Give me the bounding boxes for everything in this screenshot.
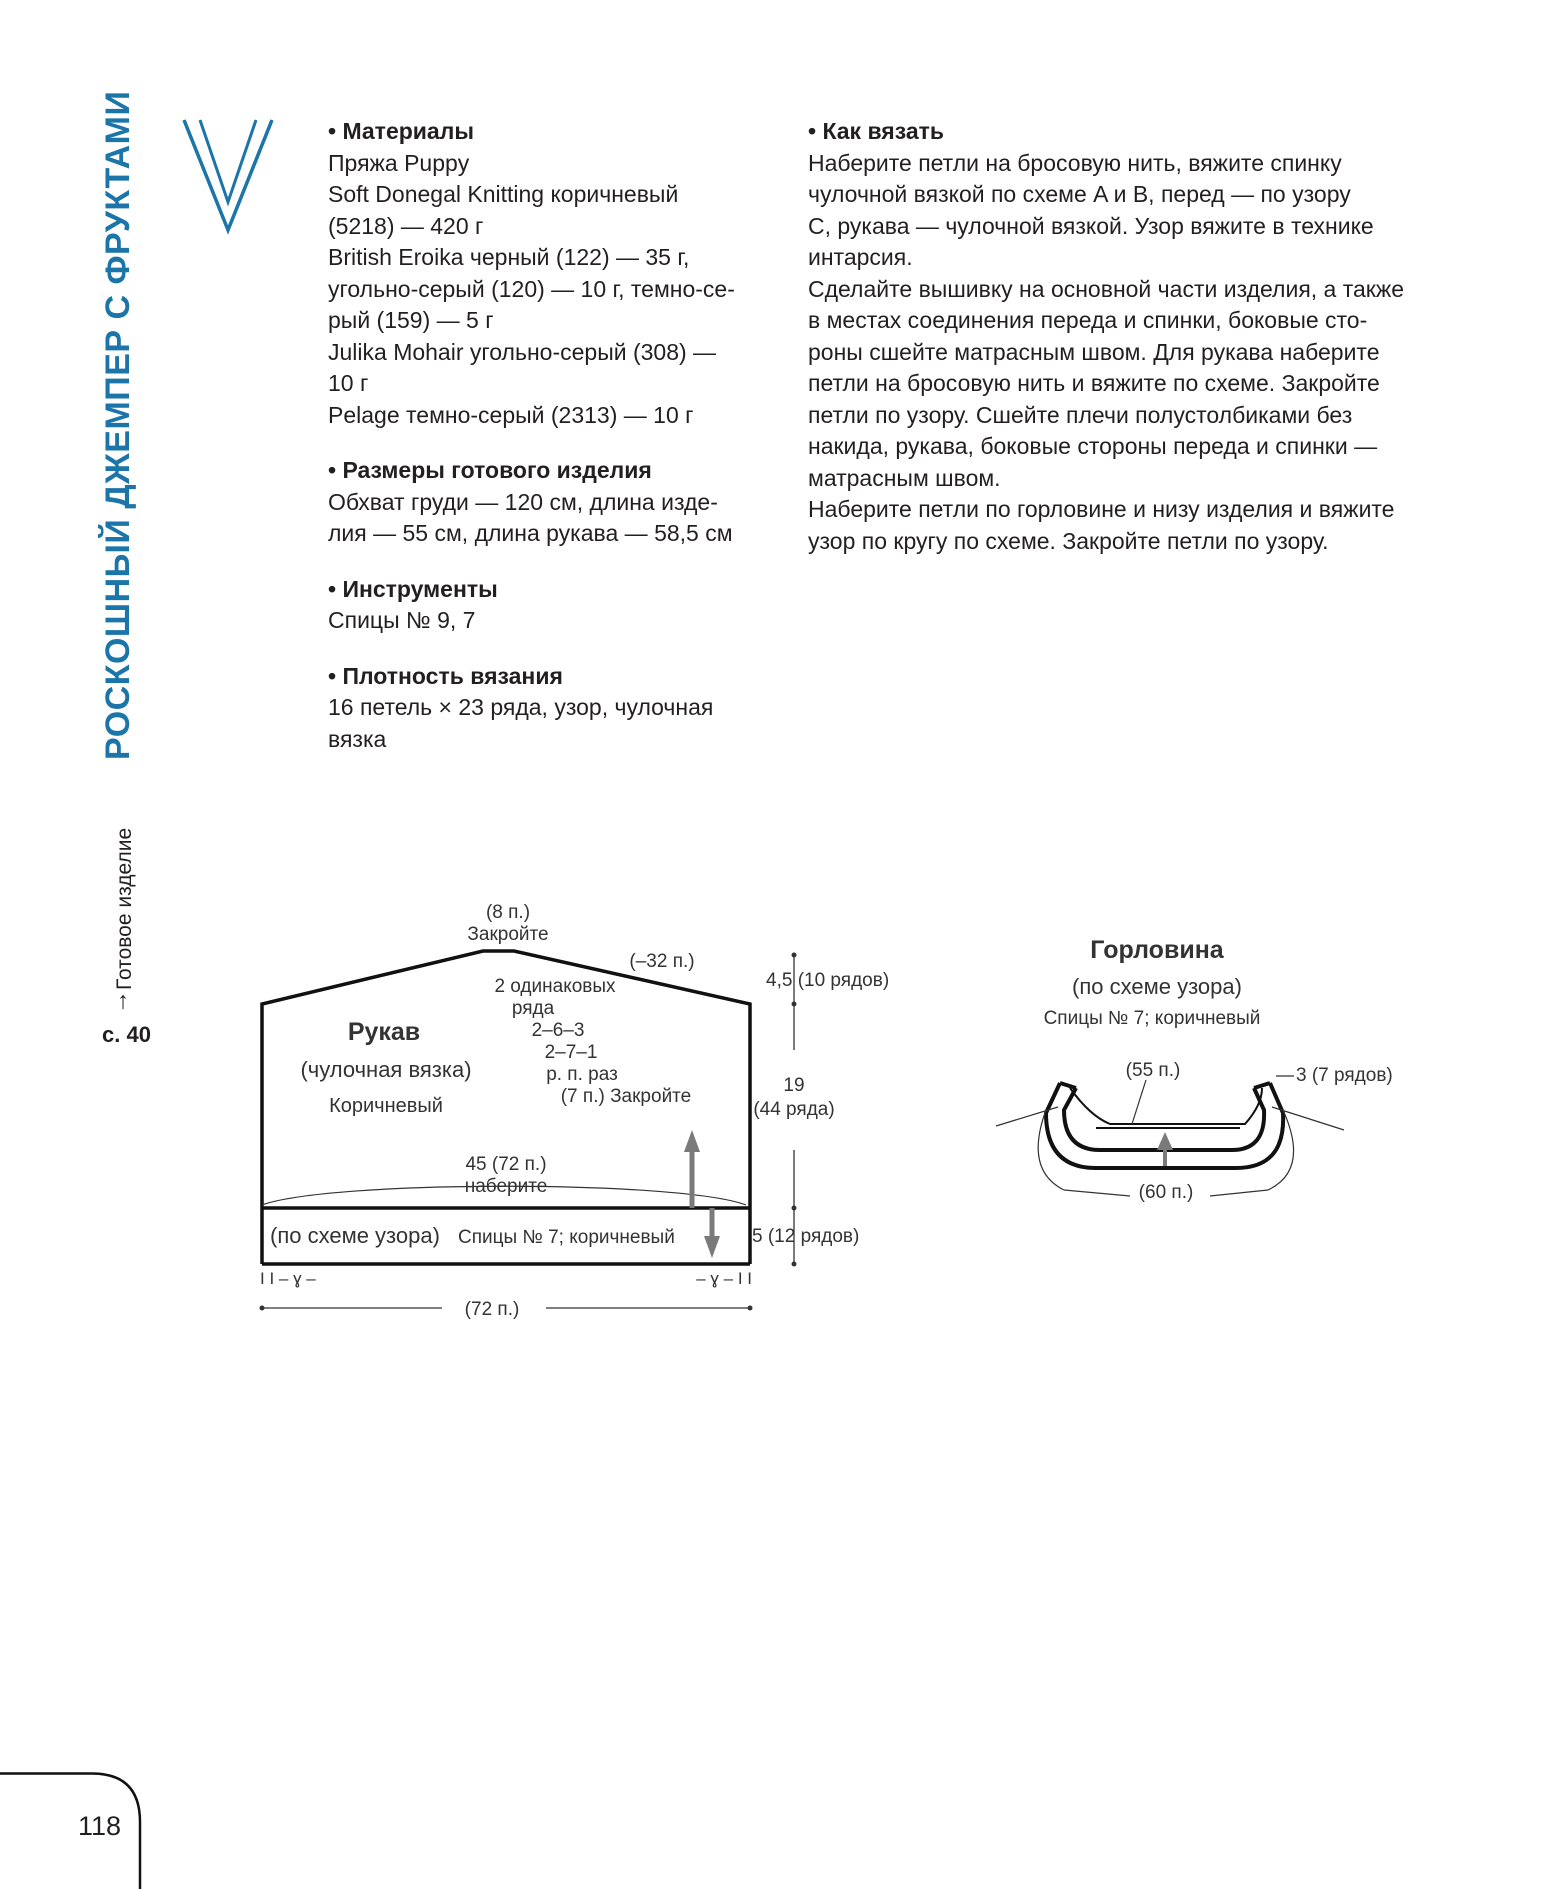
neck-bottom-count: (60 п.) — [1138, 1182, 1194, 1203]
gauge-line: 16 петель × 23 ряда, узор, чулочная — [328, 694, 714, 720]
corner-mark-left: I I – ɣ – — [260, 1269, 316, 1288]
sleeve-width: (72 п.) — [464, 1299, 520, 1320]
page-reference[interactable]: с. 40 — [102, 1022, 151, 1047]
dim-top: 4,5 (10 рядов) — [766, 970, 890, 991]
materials-line: 10 г — [328, 370, 369, 396]
materials-line: Пряжа Puppy — [328, 149, 470, 176]
neck-opening — [1070, 1088, 1262, 1124]
sleeve-shaping: 2–7–1 — [544, 1042, 598, 1063]
dim-band: 5 (12 рядов) — [752, 1226, 860, 1247]
sleeve-shaping: 2 одинаковых — [494, 976, 616, 997]
instructions-line: Наберите петли на бросовую нить, вяжите спинку — [808, 149, 1342, 176]
materials-line: Soft Donegal Knitting коричневый — [328, 181, 679, 207]
vertical-title: РОСКОШНЫЙ ДЖЕМПЕР С ФРУКТАМИ — [99, 90, 137, 760]
sizes-line: Обхват груди — 120 см, длина изде- — [328, 488, 718, 515]
instructions-line: узор по кругу по схеме. Закройте петли по узору. — [808, 527, 1329, 554]
sizes-line: лия — 55 см, длина рукава — 58,5 см — [328, 520, 733, 546]
neck-needles: Спицы № 7; коричневый — [1043, 1008, 1261, 1029]
sleeve-shaping: ряда — [511, 998, 555, 1019]
instructions-line: накида, рукава, боковые стороны переда и спинки — — [808, 433, 1378, 459]
materials-line: Pelage темно-серый (2313) — 10 г — [328, 401, 694, 428]
tools-section — [328, 574, 768, 637]
band-needles: Спицы № 7; коричневый — [458, 1227, 675, 1248]
instructions-line: в местах соединения переда и спинки, боковые сто- — [808, 307, 1368, 333]
right-column — [808, 116, 1448, 557]
sleeve-diagram — [0, 880, 920, 1330]
finished-item-link[interactable]: Готовое изделие — [113, 827, 136, 990]
cast-on-label: наберите — [464, 1176, 548, 1197]
neck-rows: 3 (7 рядов) — [1296, 1065, 1393, 1086]
left-column — [328, 116, 768, 779]
materials-section — [328, 116, 768, 431]
sizes-heading: • Размеры готового изделия — [328, 457, 652, 483]
neck-title: Горловина — [1090, 936, 1224, 964]
neck-subtitle: (по схеме узора) — [1072, 974, 1242, 999]
sleeve-shaping: 2–6–3 — [531, 1020, 585, 1041]
up-arrow-icon — [684, 1130, 700, 1152]
neck-diagram — [960, 920, 1420, 1210]
instructions-line: интарсия. — [808, 244, 913, 270]
materials-heading: • Материалы — [328, 118, 474, 144]
materials-line: British Eroika черный (122) — 35 г, — [328, 244, 690, 270]
down-arrow-icon — [704, 1236, 720, 1258]
dim-body-rows: (44 ряда) — [753, 1099, 835, 1120]
instructions-line: Наберите петли по горловине и низу изделия и вяжите — [808, 496, 1395, 522]
materials-line: рый (159) — 5 г — [328, 307, 494, 333]
v-logo-icon — [180, 118, 280, 238]
gauge-line: вязка — [328, 725, 387, 752]
sleeve-subtitle: (чулочная вязка) — [300, 1057, 472, 1082]
page-number: 118 — [78, 1811, 122, 1841]
tools-line: Спицы № 9, 7 — [328, 607, 476, 633]
instructions-line: чулочной вязкой по схеме A и B, перед — по узору — [808, 181, 1351, 207]
gauge-section — [328, 661, 768, 756]
sleeve-top-count: (8 п.) — [485, 902, 531, 923]
page-tab — [0, 1772, 150, 1889]
materials-line: угольно-серый (120) — 10 г, темно-се- — [328, 275, 735, 302]
sleeve-shaping: (7 п.) Закройте — [560, 1086, 692, 1107]
corner-mark-right: – ɣ – I I — [696, 1269, 752, 1288]
sleeve-decrease: (–32 п.) — [629, 951, 695, 972]
gauge-heading: • Плотность вязания — [328, 662, 563, 689]
neck-top-count: (55 п.) — [1125, 1060, 1181, 1081]
instructions-line: Сделайте вышивку на основной части изделия, а также — [808, 275, 1405, 302]
back-arrow-icon[interactable]: → — [106, 990, 133, 1014]
instructions-line: петли на бросовую нить и вяжите по схеме. Закройте — [808, 370, 1380, 396]
sleeve-color: Коричневый — [329, 1095, 443, 1117]
sleeve-shaping: р. п. раз — [546, 1064, 618, 1085]
cast-on-count: 45 (72 п.) — [465, 1154, 547, 1175]
instructions-line: роны сшейте матрасным швом. Для рукава наберите — [808, 338, 1380, 365]
sleeve-top-close: Закройте — [467, 924, 549, 945]
dim-body-cm: 19 — [783, 1075, 805, 1096]
materials-line: (5218) — 420 г — [328, 212, 484, 239]
instructions-heading: • Как вязать — [808, 118, 945, 144]
materials-line: Julika Mohair угольно-серый (308) — — [328, 338, 717, 365]
tools-heading: • Инструменты — [328, 575, 498, 602]
up-arrow-icon — [1157, 1132, 1173, 1150]
sizes-section — [328, 455, 768, 550]
instructions-line: петли по узору. Сшейте плечи полустолбиками без — [808, 401, 1353, 428]
band-pattern: (по схеме узора) — [270, 1223, 440, 1248]
instructions-line: матрасным швом. — [808, 464, 1001, 491]
sleeve-title: Рукав — [347, 1018, 421, 1046]
instructions-line: C, рукава — чулочной вязкой. Узор вяжите в технике — [808, 212, 1374, 239]
